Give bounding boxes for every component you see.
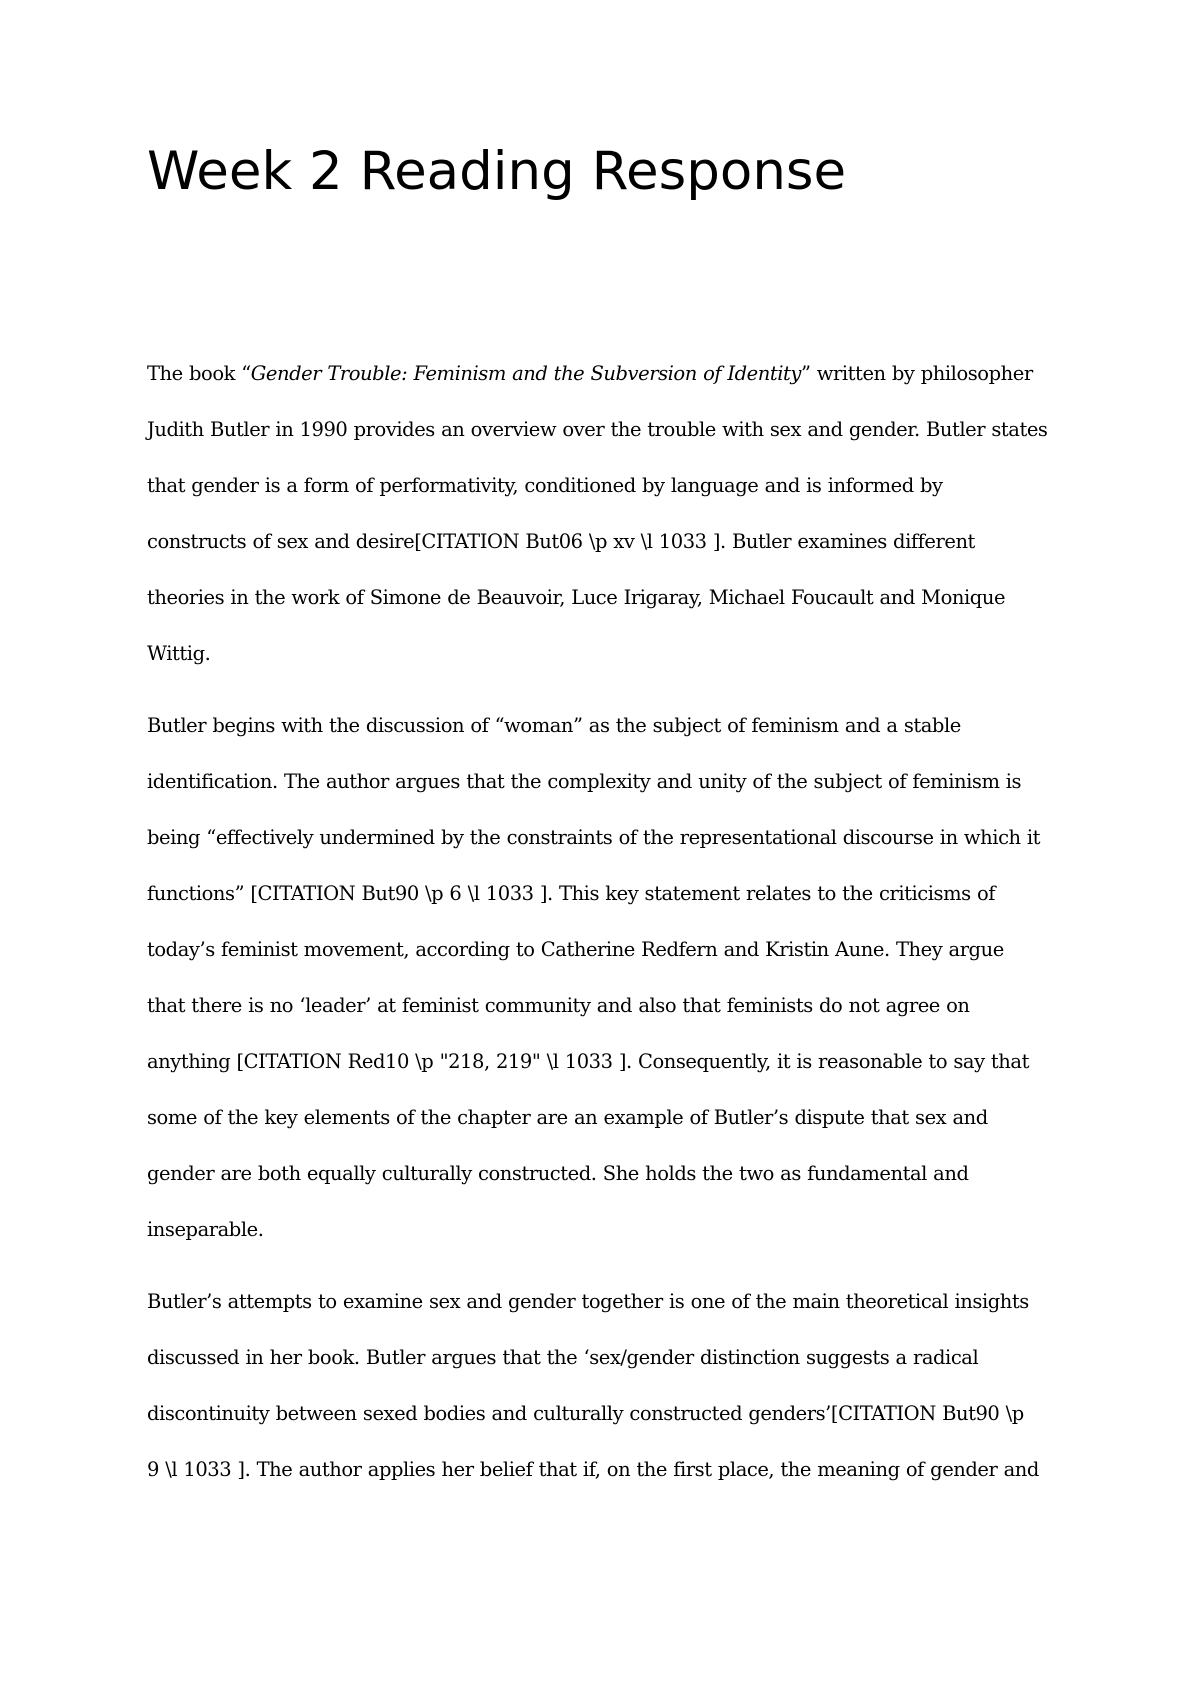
text-line: that there is no ‘leader’ at feminist community and also that feminists do not agree on <box>147 994 970 1017</box>
text-line: gender are both equally culturally constructed. She holds the two as fundamental and <box>147 1162 969 1185</box>
text-line: theories in the work of Simone de Beauvoir, Luce Irigaray, Michael Foucault and Monique <box>147 586 1006 609</box>
text-line: discussed in her book. Butler argues that the ‘sex/gender distinction suggests a radical <box>147 1346 979 1369</box>
text-line: Butler begins with the discussion of “woman” as the subject of feminism and a stable <box>147 714 961 737</box>
text-line: discontinuity between sexed bodies and culturally constructed genders’[CITATION But90 \p <box>147 1402 1024 1425</box>
paragraph-2 <box>147 698 1077 1258</box>
text-line: being “effectively undermined by the constraints of the representational discourse in which it <box>147 826 1041 849</box>
text-line: identification. The author argues that the complexity and unity of the subject of feminism is <box>147 770 1022 793</box>
text-line: Judith Butler in 1990 provides an overview over the trouble with sex and gender. Butler states <box>147 418 1048 441</box>
paragraph-3 <box>147 1274 1077 1498</box>
book-title: Gender Trouble: Feminism and the Subversion of Identity <box>250 362 801 385</box>
text-line: anything [CITATION Red10 \p "218, 219" \l 1033 ]. Consequently, it is reasonable to say that <box>147 1050 1029 1073</box>
line-text-after-title: ” written by philosopher <box>801 362 1033 385</box>
text-line: Wittig. <box>147 642 211 665</box>
text-line: functions” [CITATION But90 \p 6 \l 1033 ]. This key statement relates to the criticisms of <box>147 882 996 905</box>
text-line: some of the key elements of the chapter are an example of Butler’s dispute that sex and <box>147 1106 988 1129</box>
document-title: Week 2 Reading Response <box>147 141 847 202</box>
text-line <box>147 346 1077 402</box>
text-line: constructs of sex and desire[CITATION But06 \p xv \l 1033 ]. Butler examines different <box>147 530 975 553</box>
text-line: today’s feminist movement, according to Catherine Redfern and Kristin Aune. They argue <box>147 938 1004 961</box>
text-line: 9 \l 1033 ]. The author applies her belief that if, on the first place, the meaning of gender and <box>147 1458 1039 1481</box>
paragraph-1 <box>147 346 1077 682</box>
text-line: Butler’s attempts to examine sex and gender together is one of the main theoretical insights <box>147 1290 1029 1313</box>
text-line: inseparable. <box>147 1218 264 1241</box>
document-body <box>147 346 1077 1514</box>
text-line: that gender is a form of performativity, conditioned by language and is informed by <box>147 474 943 497</box>
line-text-before-title: The book “ <box>147 362 251 385</box>
